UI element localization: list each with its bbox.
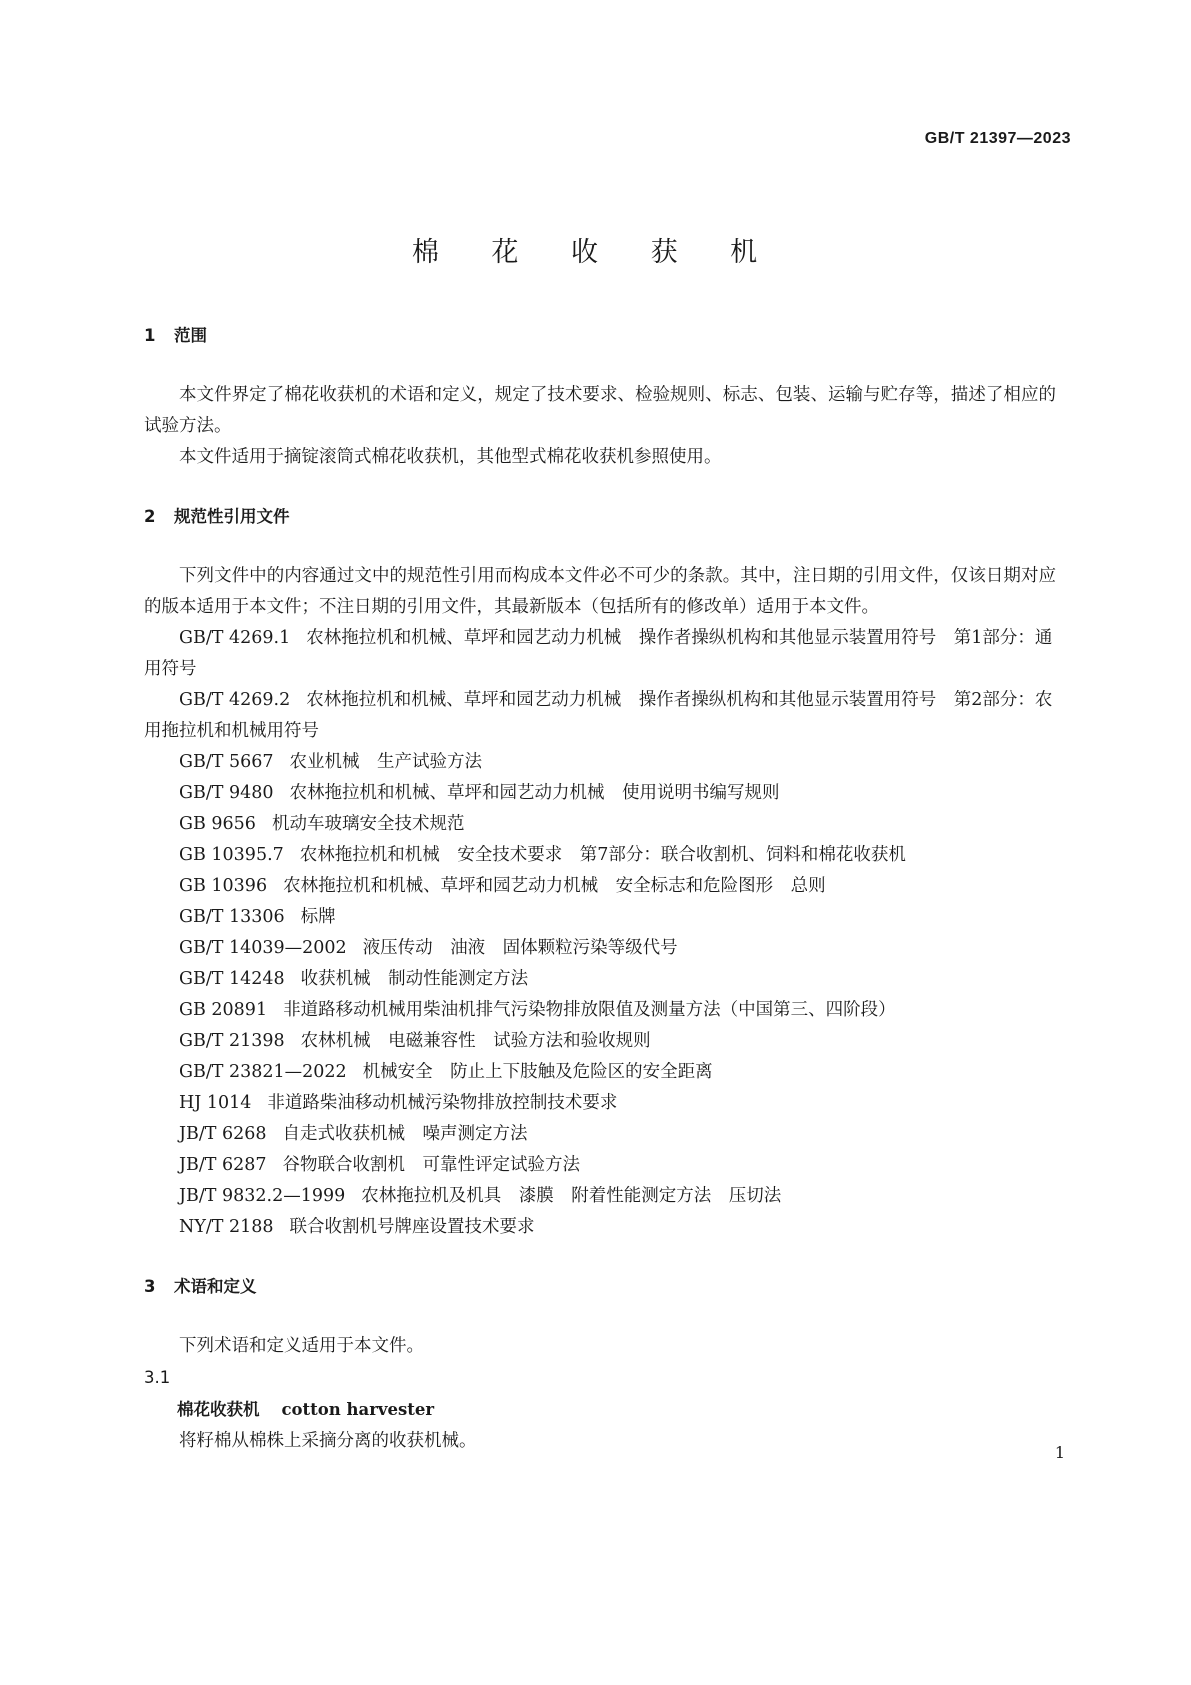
clause-number: 3.1 xyxy=(144,1368,171,1387)
reference-item xyxy=(144,871,1056,902)
reference-title: 农林拖拉机和机械、草坪和园艺动力机械 操作者操纵机构和其他显示装置用符号 第1部分：通用符号 xyxy=(144,628,1053,679)
reference-title: 非道路移动机械用柴油机排气污染物排放限值及测量方法（中国第三、四阶段） xyxy=(283,1000,896,1020)
reference-item xyxy=(144,623,1056,685)
paragraph: 下列文件中的内容通过文中的规范性引用而构成本文件必不可少的条款。其中，注日期的引用文件，仅该日期对应的版本适用于本文件；不注日期的引用文件，其最新版本（包括所有的修改单）适用于本文件。 xyxy=(144,566,1056,617)
reference-item xyxy=(144,964,1056,995)
term-chinese: 棉花收获机 xyxy=(177,1400,260,1419)
section-title: 范围 xyxy=(174,326,207,345)
reference-code: GB 10395.7 xyxy=(179,845,284,865)
page-number: 1 xyxy=(1054,1443,1065,1462)
paragraph: 本文件界定了棉花收获机的术语和定义，规定了技术要求、检验规则、标志、包装、运输与贮存等，描述了相应的试验方法。 xyxy=(144,385,1056,436)
reference-item xyxy=(144,1150,1056,1181)
reference-code: GB/T 23821—2022 xyxy=(179,1062,347,1082)
section-heading-terms xyxy=(144,1273,1056,1301)
reference-title: 标牌 xyxy=(300,907,336,927)
reference-item xyxy=(144,995,1056,1026)
reference-code: GB 20891 xyxy=(179,1000,268,1020)
section-number: 2 xyxy=(144,507,156,526)
reference-title: 农林拖拉机和机械、草坪和园艺动力机械 使用说明书编写规则 xyxy=(289,783,780,803)
reference-code: GB 10396 xyxy=(179,876,268,896)
reference-title: 自走式收获机械 噪声测定方法 xyxy=(282,1124,528,1144)
section-title: 规范性引用文件 xyxy=(174,507,290,526)
reference-title: 非道路柴油移动机械污染物排放控制技术要求 xyxy=(267,1093,618,1113)
standard-code: GB/T 21397—2023 xyxy=(924,130,1071,147)
section-heading-scope xyxy=(144,322,1056,350)
reference-code: GB 9656 xyxy=(179,814,256,834)
section-number: 1 xyxy=(144,326,156,345)
reference-code: GB/T 4269.2 xyxy=(179,690,291,710)
reference-item xyxy=(144,747,1056,778)
reference-list xyxy=(144,623,1056,1243)
reference-item xyxy=(144,1026,1056,1057)
reference-item xyxy=(144,1181,1056,1212)
reference-title: 机械安全 防止上下肢触及危险区的安全距离 xyxy=(362,1062,713,1082)
reference-item xyxy=(144,685,1056,747)
reference-code: GB/T 14039—2002 xyxy=(179,938,347,958)
reference-item xyxy=(144,1212,1056,1243)
section-heading-normative-references xyxy=(144,503,1056,531)
reference-code: GB/T 5667 xyxy=(179,752,274,772)
reference-title: 农林机械 电磁兼容性 试验方法和验收规则 xyxy=(300,1031,651,1051)
reference-item xyxy=(144,840,1056,871)
reference-item xyxy=(144,902,1056,933)
term-english: cotton harvester xyxy=(281,1400,435,1419)
reference-code: GB/T 14248 xyxy=(179,969,285,989)
reference-code: HJ 1014 xyxy=(179,1093,252,1113)
reference-title: 谷物联合收割机 可靠性评定试验方法 xyxy=(282,1155,581,1175)
reference-title: 农林拖拉机和机械、草坪和园艺动力机械 安全标志和危险图形 总则 xyxy=(283,876,826,896)
reference-code: GB/T 4269.1 xyxy=(179,628,291,648)
reference-title: 收获机械 制动性能测定方法 xyxy=(300,969,529,989)
term-definition: 将籽棉从棉株上采摘分离的收获机械。 xyxy=(179,1431,477,1451)
reference-title: 农业机械 生产试验方法 xyxy=(289,752,483,772)
reference-item xyxy=(144,1088,1056,1119)
reference-code: NY/T 2188 xyxy=(179,1217,274,1237)
reference-code: GB/T 21398 xyxy=(179,1031,285,1051)
term-entry xyxy=(144,1394,1056,1426)
reference-title: 联合收割机号牌座设置技术要求 xyxy=(289,1217,535,1237)
reference-title: 农林拖拉机和机械、草坪和园艺动力机械 操作者操纵机构和其他显示装置用符号 第2部分：农用拖拉机和机械用符号 xyxy=(144,690,1053,741)
section-number: 3 xyxy=(144,1277,156,1296)
reference-title: 农林拖拉机和机械 安全技术要求 第7部分：联合收割机、饲料和棉花收获机 xyxy=(299,845,906,865)
reference-item xyxy=(144,1057,1056,1088)
reference-item xyxy=(144,778,1056,809)
paragraph: 下列术语和定义适用于本文件。 xyxy=(179,1336,424,1356)
document-body xyxy=(144,322,1056,1457)
reference-title: 机动车玻璃安全技术规范 xyxy=(271,814,465,834)
reference-title: 农林拖拉机及机具 漆膜 附着性能测定方法 压切法 xyxy=(361,1186,782,1206)
document-title: 棉 花 收 获 机 xyxy=(411,237,780,268)
reference-code: GB/T 9480 xyxy=(179,783,274,803)
paragraph: 本文件适用于摘锭滚筒式棉花收获机，其他型式棉花收获机参照使用。 xyxy=(179,447,722,467)
reference-code: JB/T 6268 xyxy=(179,1124,267,1144)
section-title: 术语和定义 xyxy=(174,1277,257,1296)
reference-item xyxy=(144,933,1056,964)
reference-code: JB/T 9832.2—1999 xyxy=(179,1186,346,1206)
reference-title: 液压传动 油液 固体颗粒污染等级代号 xyxy=(362,938,678,958)
reference-code: JB/T 6287 xyxy=(179,1155,267,1175)
reference-item xyxy=(144,809,1056,840)
reference-item xyxy=(144,1119,1056,1150)
reference-code: GB/T 13306 xyxy=(179,907,285,927)
